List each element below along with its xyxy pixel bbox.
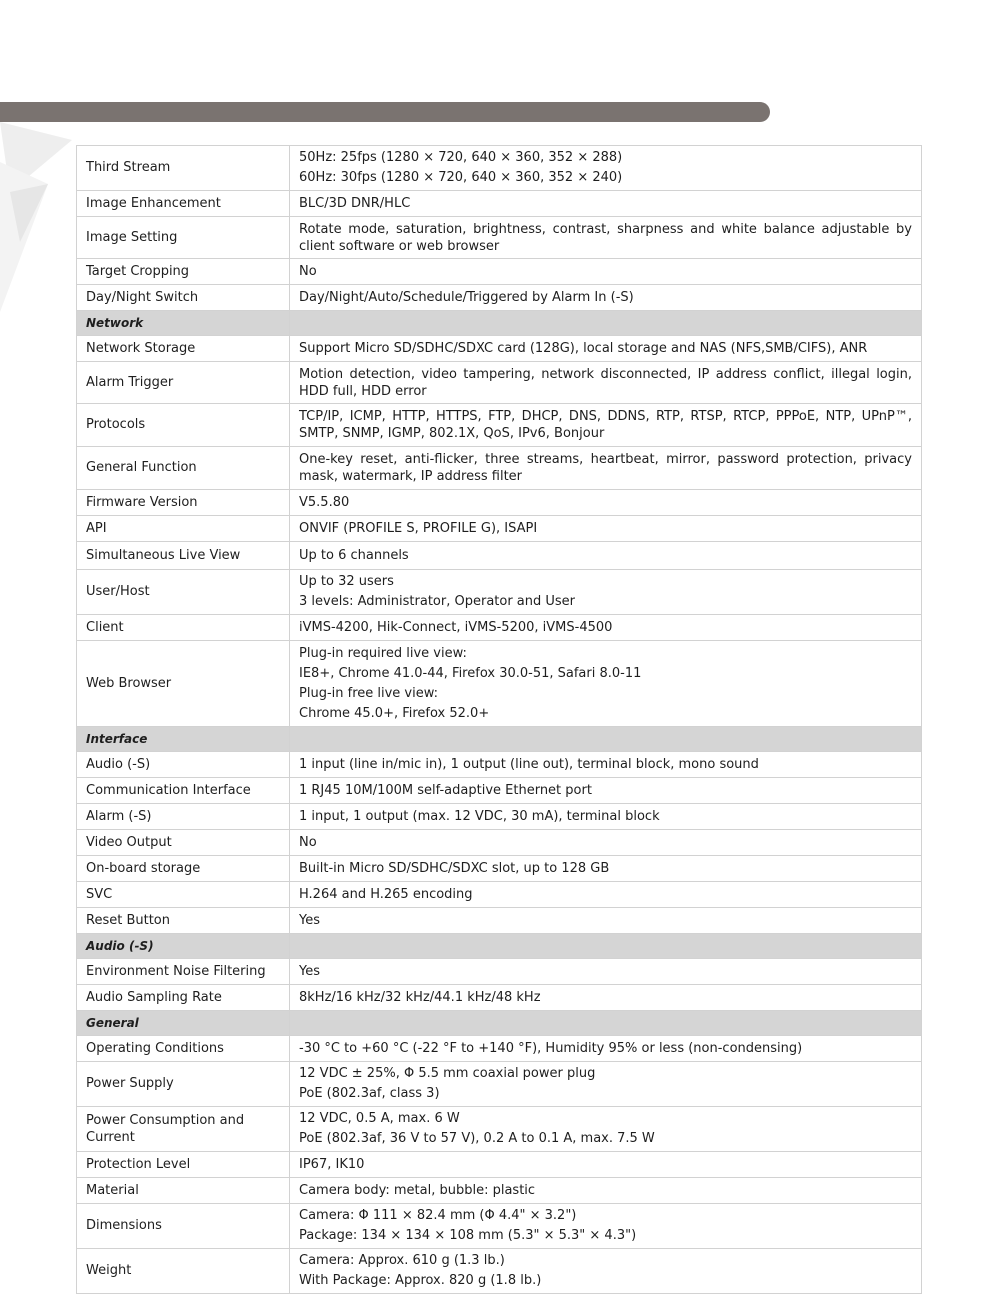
spec-value-line: 60Hz: 30fps (1280 × 720, 640 × 360, 352 × 240) [299, 170, 623, 185]
spec-value [290, 447, 922, 490]
spec-row [77, 752, 922, 778]
spec-value-line: No [299, 263, 317, 279]
spec-row [77, 1249, 922, 1294]
spec-label: Day/Night Switch [77, 285, 290, 311]
section-filler [290, 1011, 922, 1036]
spec-row [77, 259, 922, 285]
spec-value-line: One-key reset, anti-flicker, three streams, heartbeat, mirror, password protection, privacy mask, watermark, IP address filter [299, 452, 912, 484]
section-header [77, 934, 922, 959]
spec-label: Material [77, 1178, 290, 1204]
spec-label: User/Host [77, 570, 290, 615]
spec-value [290, 1152, 922, 1178]
spec-value [290, 542, 922, 570]
section-title: Network [77, 311, 290, 336]
spec-value [290, 362, 922, 404]
spec-value-line: PoE (802.3af, 36 V to 57 V), 0.2 A to 0.1 A, max. 7.5 W [299, 1131, 655, 1146]
spec-value-line: Yes [299, 912, 320, 928]
spec-value [290, 615, 922, 641]
section-filler [290, 934, 922, 959]
spec-row [77, 1107, 922, 1152]
spec-value [290, 259, 922, 285]
spec-value-line: 12 VDC, 0.5 A, max. 6 W [299, 1111, 460, 1126]
spec-value [290, 641, 922, 727]
spec-value [290, 959, 922, 985]
spec-row [77, 1062, 922, 1107]
spec-value-line: 1 input (line in/mic in), 1 output (line out), terminal block, mono sound [299, 756, 759, 772]
spec-row [77, 908, 922, 934]
spec-label: Simultaneous Live View [77, 542, 290, 570]
spec-label: SVC [77, 882, 290, 908]
spec-label: Audio (-S) [77, 752, 290, 778]
spec-label: Protection Level [77, 1152, 290, 1178]
spec-value-line: Up to 32 users [299, 574, 394, 589]
spec-label: Image Setting [77, 217, 290, 259]
spec-value-line: 1 RJ45 10M/100M self-adaptive Ethernet port [299, 782, 592, 798]
spec-value [290, 985, 922, 1011]
spec-row [77, 615, 922, 641]
spec-value-line: 50Hz: 25fps (1280 × 720, 640 × 360, 352 × 288) [299, 150, 623, 165]
section-title: General [77, 1011, 290, 1036]
spec-label: Third Stream [77, 146, 290, 191]
spec-label: Video Output [77, 830, 290, 856]
spec-row [77, 516, 922, 542]
spec-value-line: -30 °C to +60 °C (-22 °F to +140 °F), Humidity 95% or less (non-condensing) [299, 1040, 803, 1056]
spec-value-line: IE8+, Chrome 41.0-44, Firefox 30.0-51, Safari 8.0-11 [299, 665, 642, 681]
spec-row [77, 641, 922, 727]
spec-row [77, 217, 922, 259]
spec-row [77, 191, 922, 217]
spec-value-line: Plug-in required live view: [299, 645, 467, 661]
spec-label: Image Enhancement [77, 191, 290, 217]
spec-row [77, 856, 922, 882]
spec-value-line: Package: 134 × 134 × 108 mm (5.3" × 5.3" × 4.3") [299, 1228, 637, 1243]
spec-row [77, 146, 922, 191]
spec-label: Protocols [77, 404, 290, 447]
spec-row [77, 542, 922, 570]
specifications-table [76, 145, 922, 1294]
spec-label: Environment Noise Filtering [77, 959, 290, 985]
spec-label: Audio Sampling Rate [77, 985, 290, 1011]
spec-label: Firmware Version [77, 490, 290, 516]
spec-label: Alarm (-S) [77, 804, 290, 830]
spec-value [290, 146, 922, 191]
spec-value-line: PoE (802.3af, class 3) [299, 1086, 440, 1101]
spec-value-line: iVMS-4200, Hik-Connect, iVMS-5200, iVMS-4500 [299, 619, 613, 635]
spec-label: Dimensions [77, 1204, 290, 1249]
spec-value [290, 804, 922, 830]
spec-row [77, 830, 922, 856]
spec-value-line: Rotate mode, saturation, brightness, contrast, sharpness and white balance adjustable by client software or web browser [299, 221, 912, 254]
section-title: Audio (-S) [77, 934, 290, 959]
spec-label: Communication Interface [77, 778, 290, 804]
spec-value-line: Plug-in free live view: [299, 685, 439, 701]
spec-row [77, 804, 922, 830]
spec-row [77, 447, 922, 490]
spec-value-line: 12 VDC ± 25%, Φ 5.5 mm coaxial power plug [299, 1066, 596, 1081]
spec-value-line: BLC/3D DNR/HLC [299, 195, 411, 211]
spec-value-line: V5.5.80 [299, 494, 350, 510]
header-bar [0, 102, 770, 122]
spec-value-line: TCP/IP, ICMP, HTTP, HTTPS, FTP, DHCP, DNS, DDNS, RTP, RTSP, RTCP, PPPoE, NTP, UPnP™, SMTP, SNMP, IGMP, 802.1X, QoS, IPv6, Bonjour [299, 409, 912, 441]
spec-value-line: IP67, IK10 [299, 1156, 365, 1172]
spec-label: Operating Conditions [77, 1036, 290, 1062]
spec-row [77, 1178, 922, 1204]
spec-label: Alarm Trigger [77, 362, 290, 404]
spec-value [290, 778, 922, 804]
spec-value [290, 404, 922, 447]
spec-value [290, 1107, 922, 1152]
spec-value-line: With Package: Approx. 820 g (1.8 lb.) [299, 1273, 542, 1288]
section-header [77, 1011, 922, 1036]
spec-value [290, 516, 922, 542]
spec-row [77, 362, 922, 404]
spec-row [77, 959, 922, 985]
spec-row [77, 882, 922, 908]
spec-value-line: Day/Night/Auto/Schedule/Triggered by Alarm In (-S) [299, 289, 634, 305]
spec-value-line: H.264 and H.265 encoding [299, 886, 473, 902]
spec-value-line: No [299, 834, 317, 850]
spec-label: Weight [77, 1249, 290, 1294]
spec-row [77, 404, 922, 447]
spec-value [290, 882, 922, 908]
section-header [77, 727, 922, 752]
spec-value [290, 752, 922, 778]
spec-value-line: ONVIF (PROFILE S, PROFILE G), ISAPI [299, 520, 538, 536]
spec-label: On-board storage [77, 856, 290, 882]
spec-value-line: 1 input, 1 output (max. 12 VDC, 30 mA), terminal block [299, 808, 660, 824]
spec-label: Power Supply [77, 1062, 290, 1107]
spec-value [290, 1204, 922, 1249]
section-filler [290, 311, 922, 336]
spec-value [290, 1249, 922, 1294]
spec-label: Power Consumption and Current [77, 1107, 290, 1152]
spec-row [77, 1204, 922, 1249]
spec-label: General Function [77, 447, 290, 490]
spec-label: Network Storage [77, 336, 290, 362]
spec-value-line: Chrome 45.0+, Firefox 52.0+ [299, 705, 490, 721]
spec-value-line: 3 levels: Administrator, Operator and User [299, 594, 576, 609]
spec-value-line: Camera: Φ 111 × 82.4 mm (Φ 4.4" × 3.2") [299, 1208, 577, 1223]
spec-value [290, 570, 922, 615]
spec-value [290, 1062, 922, 1107]
spec-value [290, 191, 922, 217]
spec-value [290, 336, 922, 362]
section-filler [290, 727, 922, 752]
spec-value-line: Support Micro SD/SDHC/SDXC card (128G), local storage and NAS (NFS,SMB/CIFS), ANR [299, 340, 868, 356]
spec-label: Reset Button [77, 908, 290, 934]
spec-label: Target Cropping [77, 259, 290, 285]
spec-label: Client [77, 615, 290, 641]
spec-row [77, 285, 922, 311]
spec-row [77, 1152, 922, 1178]
section-title: Interface [77, 727, 290, 752]
spec-row [77, 570, 922, 615]
section-header [77, 311, 922, 336]
spec-value-line: Built-in Micro SD/SDHC/SDXC slot, up to 128 GB [299, 860, 610, 876]
spec-value [290, 1178, 922, 1204]
spec-value-line: Up to 6 channels [299, 547, 409, 563]
spec-row [77, 490, 922, 516]
spec-row [77, 336, 922, 362]
spec-value-line: Yes [299, 963, 320, 979]
spec-value [290, 217, 922, 259]
spec-value-line: Camera body: metal, bubble: plastic [299, 1182, 536, 1198]
spec-value-line: 8kHz/16 kHz/32 kHz/44.1 kHz/48 kHz [299, 989, 541, 1005]
spec-value [290, 285, 922, 311]
spec-value [290, 856, 922, 882]
spec-value [290, 1036, 922, 1062]
spec-value [290, 908, 922, 934]
decorative-shard-graphic [0, 122, 80, 322]
spec-row [77, 1036, 922, 1062]
spec-row [77, 778, 922, 804]
spec-value [290, 830, 922, 856]
spec-value-line: Camera: Approx. 610 g (1.3 lb.) [299, 1253, 505, 1268]
spec-label: Web Browser [77, 641, 290, 727]
spec-value [290, 490, 922, 516]
spec-label: API [77, 516, 290, 542]
spec-row [77, 985, 922, 1011]
spec-value-line: Motion detection, video tampering, network disconnected, IP address conflict, illegal login, HDD full, HDD error [299, 366, 912, 399]
